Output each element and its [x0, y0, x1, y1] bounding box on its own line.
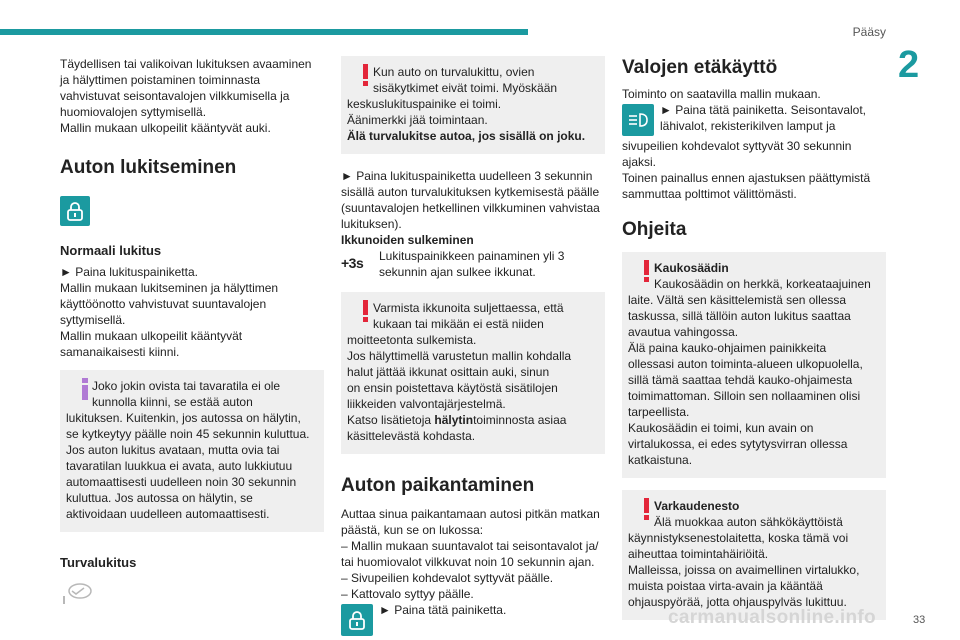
body-line: sisällä auton turvalukituksen kytkemisestä päälle	[341, 185, 600, 199]
chapter-number: 2	[898, 44, 920, 86]
column-1	[60, 56, 324, 606]
warning-note: Varmista ikkunoita suljettaessa, että kukaan tai mikään ei estä niiden moitteetonta sulkemista. Jos hälyttimellä varustetun mallin kohdalla halut jättää ikkunat osittain auki, sinun on ensin poistettava käytöstä sisätilojen liikkeiden valvontajärjestelmä. Katso lisätietoja hälytintoiminnosta asiaa käsittelevästä kohdasta.	[341, 292, 605, 454]
watermark: carmanualsonline.info	[668, 607, 876, 628]
column-2: Kun auto on turvalukittu, ovien sisäkytkimet eivät toimi. Myöskään keskuslukituspainike ei toimi. Äänimerkki jää toimintaan. Älä turvalukitse autoa, jos sisällä on joku. ► Paina lukituspainiketta uudelleen 3 sekunnin sisällä auton turvalukituksen kytkemisestä päälle (suuntavalojen hetkellinen vilkkuminen vahvistaa lukituksen). Ikkunoiden sulkeminen +3s Lukituspainikkeen painaminen yli 3 sekunnin ajan sulkee ikkunat. Varmista ikkunoita suljettaessa, että kukaan tai mikään ei estä niiden moitteetonta sulkemista. Jos hälyttimellä varustetun mallin kohdalla halut jättää ikkunat osittain auki, sinun on ensin poistettava käytöstä sisätilojen liikkeiden valvontajärjestelmä. Katso lisätietoja hälytintoiminnosta asiaa käsittelevästä kohdasta. Auton paikantaminen Auttaa sinua paikantamaan autosi pitkän matkan päästä, kun se on lukossa: – Mallin mukaan suuntavalot tai seisontavalot ja/ tai huomiovalot vilkkuvat noin 10 sekunnin ajan. – Sivupeilien kohdevalot syttyvät päälle. – Kattovalo syttyy päälle. ► Paina tätä painiketta.	[341, 56, 605, 638]
intro-line: huomiovalojen syttymisellä.	[60, 105, 207, 119]
intro-line: Mallin mukaan ulkopeilit kääntyvät auki.	[60, 121, 271, 135]
warning-icon	[363, 64, 371, 84]
body-line: ► Paina lukituspainiketta uudelleen 3 sekunnin	[341, 169, 593, 183]
normal-line: syttymisellä.	[60, 313, 126, 327]
normal-line: käyttöönotto vahvistuvat suuntavalojen	[60, 297, 267, 311]
column-3: Valojen etäkäyttö Toiminto on saatavilla mallin mukaan. ► Paina tätä painiketta. Seisontavalot, lähivalot, rekisterikilven lamput ja sivupeilien kohdevalot syttyvät 30 sekunnin ajaksi. Toinen painallus ennen ajastuksen päättymistä sammuttaa polttimot välittömästi. Ohjeita Kaukosäädin Kaukosäädin on herkkä, korkeataajuinen laite. Vältä sen käsittelemistä sen ollessa taskussa, sillä tällöin auton lukitus saattaa avautua vahingossa. Älä paina kauko-ohjaimen painikkeita ollessasi auton toiminta-alueen ulkopuolella, sillä tämä saattaa tehdä kauko-ohjaimesta toimimattoman. Silloin sen nollaaminen olisi tarpeellista. Kaukosäädin ei toimi, kun avain on virtalukossa, ei edes sytytysvirran ollessa katkaistuna. Varkaudenesto Älä muokkaa auton sähkökäyttöistä käynnistyksenestolaitetta, koska tämä voi aiheuttaa toimintahäiriöitä. Malleissa, joissa on avaimellinen virtalukko, muista poistaa virta-avain ja kääntää ohjauspyörää, jotta ohjauspylväs lukittuu.	[622, 56, 886, 630]
normal-line: samanaikaisesti kiinni.	[60, 345, 180, 359]
warning-icon	[363, 300, 371, 320]
warning-note: Kaukosäädin Kaukosäädin on herkkä, korkeataajuinen laite. Vältä sen käsittelemistä sen ollessa taskussa, sillä tällöin auton lukitus saattaa avautua vahingossa. Älä paina kauko-ohjaimen painikkeita ollessasi auton toiminta-alueen ulkopuolella, sillä tämä saattaa tehdä kauko-ohjaimesta toimimattoman. Silloin sen nollaaminen olisi tarpeellista. Kaukosäädin ei toimi, kun avain on virtalukossa, ei edes sytytysvirran ollessa katkaistuna.	[622, 252, 886, 478]
lock-icon	[60, 196, 90, 226]
heading-remote-lighting: Valojen etäkäyttö	[622, 57, 778, 78]
warning-note: Kun auto on turvalukittu, ovien sisäkytkimet eivät toimi. Myöskään keskuslukituspainike ei toimi. Äänimerkki jää toimintaan. Älä turvalukitse autoa, jos sisällä on joku.	[341, 56, 605, 154]
normal-line: ► Paina lukituspainiketta.	[60, 265, 198, 279]
intro-line: Täydellisen tai valikoivan lukituksen avaaminen	[60, 57, 312, 71]
heading-windows: Ikkunoiden sulkeminen	[341, 233, 474, 247]
normal-line: Mallin mukaan lukitseminen ja hälyttimen	[60, 281, 279, 295]
three-seconds-icon: +3s	[341, 255, 364, 271]
info-icon	[82, 378, 90, 398]
lock-icon	[341, 604, 373, 636]
header-accent-bar	[0, 29, 528, 35]
section-title: Pääsy	[852, 25, 886, 39]
heading-locating: Auton paikantaminen	[341, 475, 535, 496]
body-line: (suuntavalojen hetkellinen vilkkuminen vahvistaa	[341, 201, 600, 215]
heading-advice: Ohjeita	[622, 219, 687, 240]
deadlock-icon	[60, 580, 94, 606]
heading-normal-locking: Normaali lukitus	[60, 243, 162, 258]
heading-locking: Auton lukitseminen	[60, 157, 237, 178]
info-note: Joko jokin ovista tai tavaratila ei ole kunnolla kiinni, se estää auton lukituksen. Kuitenkin, jos autossa on hälytin, se kytkeytyy päälle noin 45 sekunnin kuluttua. Jos auton lukitus avataan, mutta ovia tai tavaratilan luukkua ei avata, auto lukkiutuu automaattisesti uudelleen noin 30 sekunnin kuluttua. Jos autossa on hälytin, se aktivoidaan uudelleen automaattisesti.	[60, 370, 324, 532]
headlamp-icon	[622, 104, 654, 136]
intro-line: ja hälyttimen poistaminen toiminnasta	[60, 73, 261, 87]
normal-line: Mallin mukaan ulkopeilit kääntyvät	[60, 329, 243, 343]
body-line: lukituksen).	[341, 217, 402, 231]
intro-line: vahvistuvat seisontavalojen vilkkumisella ja	[60, 89, 290, 103]
heading-deadlocking: Turvalukitus	[60, 555, 137, 570]
warning-note: Varkaudenesto Älä muokkaa auton sähkökäyttöistä käynnistyksenestolaitetta, koska tämä voi aiheuttaa toimintahäiriöitä. Malleissa, joissa on avaimellinen virtalukko, muista poistaa virta-avain ja kääntää ohjauspyörää, jotta ohjauspylväs lukittuu.	[622, 490, 886, 620]
page-number: 33	[913, 614, 926, 626]
warning-icon	[644, 498, 652, 518]
warning-icon	[644, 260, 652, 280]
